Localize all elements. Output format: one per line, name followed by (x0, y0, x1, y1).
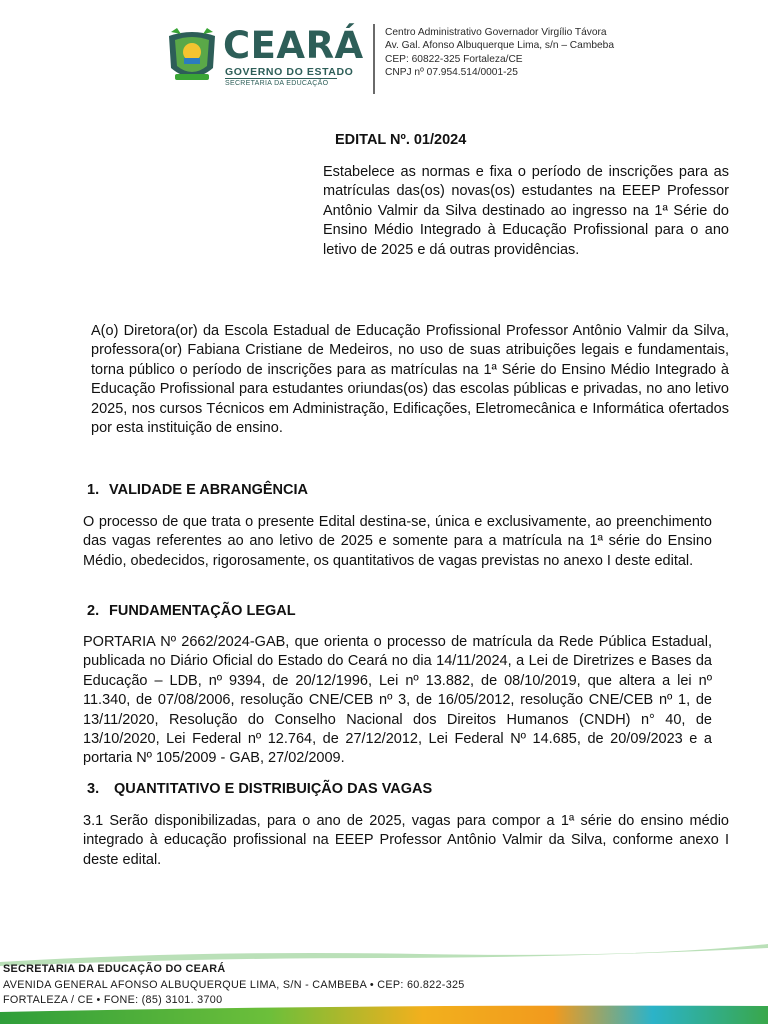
address-line: CEP: 60822-325 Fortaleza/CE (385, 53, 523, 65)
footer-color-bar (0, 1004, 768, 1024)
section-number: 3. (87, 781, 100, 797)
address-line: CNPJ nº 07.954.514/0001-25 (385, 66, 518, 78)
footer-line: FORTALEZA / CE • FONE: (85) 3101. 3700 (3, 994, 223, 1006)
footer-line: AVENIDA GENERAL AFONSO ALBUQUERQUE LIMA, S/N - CAMBEBA • CEP: 60.822-325 (3, 978, 465, 991)
ementa-paragraph: Estabelece as normas e fixa o período de inscrições para as matrículas das(os) novas(os) estudantes na EEEP Professor Antônio Valmir da Silva destinado ao ingresso na 1ª Série do Ensino Médio Integrado à Educação Profissional para o ano letivo de 2025 e dá outras providências. (323, 164, 729, 258)
department-label: SECRETARIA DA EDUCAÇÃO (225, 80, 329, 87)
brand-divider (225, 78, 337, 79)
section-heading (87, 781, 432, 797)
address-line: Centro Administrativo Governador Virgílio Távora (385, 27, 607, 38)
section-text: O processo de que trata o presente Edital destina-se, única e exclusivamente, ao preenchimento das vagas referentes ao ano letivo de 2025 e somente para a matrícula na 1ª série do Ensino Médio, obedecidos, rigorosamente, os quantitativos de vagas previstas no anexo I deste edital. (83, 514, 712, 569)
brand-subtitle: GOVERNO DO ESTADO (225, 66, 354, 78)
section-title: QUANTITATIVO E DISTRIBUIÇÃO DAS VAGAS (114, 781, 433, 797)
preamble-paragraph: A(o) Diretora(or) da Escola Estadual de Educação Profissional Professor Antônio Valmir da Silva, professora(or) Fabiana Cristiane de Medeiros, no uso de suas atribuições legais e fundamentais, torna público o período de inscrições para as matrículas na 1ª Série do Ensino Médio Integrado à Educação Profissional para estudantes oriundas(os) das escolas públicas e privadas, no ano letivo 2025, nos cursos Técnicos em Administração, Edificações, Eletromecânica e Informática ofertados por esta instituição de ensino. (91, 323, 729, 437)
section-heading (87, 482, 308, 498)
section-text: PORTARIA Nº 2662/2024-GAB, que orienta o processo de matrícula da Rede Pública Estadual, publicada no Diário Oficial do Estado do Ceará no dia 14/11/2024, a Lei de Diretrizes e Bases da Educação – LDB, nº 9394, de 20/12/1996, Lei nº 13.882, de 08/10/2019, que altera a lei nº 11.340, de 07/08/2006, resolução CNE/CEB nº 3, de 16/05/2012, resolução CNE/CEB nº 1, de 13/11/2020, Resolução do Conselho Nacional dos Direitos Humanos (CNDH) n° 40, de 13/10/2020, Lei Federal nº 12.764, de 27/12/2012, Lei Federal Nº 14.685, de 20/09/2023 e a portaria Nº 105/2009 - GAB, 27/02/2009. (83, 634, 712, 767)
header-divider (373, 24, 375, 94)
address-line: Av. Gal. Afonso Albuquerque Lima, s/n – Cambeba (385, 40, 614, 52)
section-title: FUNDAMENTAÇÃO LEGAL (109, 603, 296, 619)
section-number: 1. (87, 482, 100, 498)
footer-address (3, 962, 465, 1009)
section-number: 2. (87, 603, 100, 619)
document-title: EDITAL Nº. 01/2024 (335, 132, 467, 148)
ceara-logo (165, 22, 365, 92)
section-heading (87, 603, 296, 619)
brand-title: CEARÁ (223, 24, 364, 67)
section-text: 3.1 Serão disponibilizadas, para o ano de 2025, vagas para compor a 1ª série do ensino médio integrado à educação profissional na EEEP Professor Antônio Valmir da Silva, conforme anexo I deste edital. (83, 813, 729, 868)
header-address (385, 26, 685, 79)
section-title: VALIDADE E ABRANGÊNCIA (109, 482, 308, 498)
footer-line: SECRETARIA DA EDUCAÇÃO DO CEARÁ (3, 963, 226, 975)
ceara-coat-of-arms-icon (165, 28, 219, 86)
